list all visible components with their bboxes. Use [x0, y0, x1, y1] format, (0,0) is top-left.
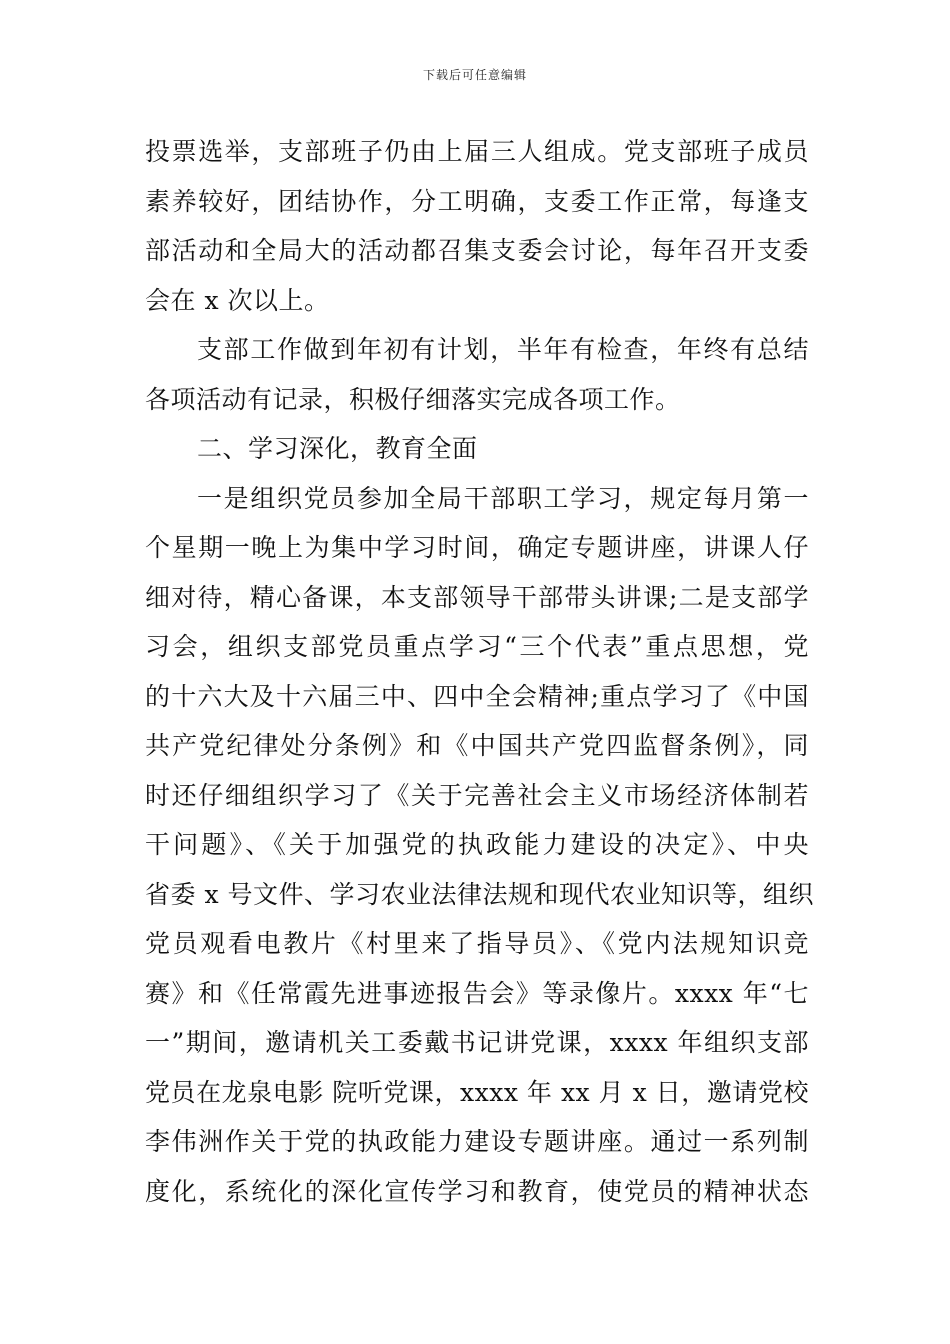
text-line: 党员观看电教片《村里来了指导员》、《党内法规知识竞: [145, 929, 809, 958]
text-line: 一是组织党员参加全局干部职工学习，规定每月第一: [197, 483, 809, 513]
text-line: 二、学习深化，教育全面: [197, 434, 478, 463]
text-line: 素养较好，团结协作，分工明确，支委工作正常，每逢支: [145, 186, 809, 216]
text-line: 时还仔细组织学习了《关于完善社会主义市场经济体制若: [145, 780, 809, 810]
text-line: 度化，系统化的深化宣传学习和教育，使党员的精神状态: [145, 1176, 809, 1206]
text-line: 部活动和全局大的活动都召集支委会讨论，每年召开支委: [145, 236, 809, 265]
text-line: 投票选举，支部班子仍由上届三人组成。党支部班子成员: [145, 137, 809, 166]
text-line: 细对待，精心备课，本支部领导干部带头讲课;二是支部学: [145, 582, 809, 612]
text-line: 一”期间，邀请机关工委戴书记讲党课，xxxx 年组织支部: [145, 1028, 809, 1057]
text-line: 党员在龙泉电影 院听党课，xxxx 年 xx 月 x 日，邀请党校: [145, 1077, 809, 1107]
text-line: 干问题》、《关于加强党的执政能力建设的决定》、中央: [145, 830, 809, 859]
text-line: 支部工作做到年初有计划，半年有检查，年终有总结: [197, 335, 809, 364]
text-line: 各项活动有记录，积极仔细落实完成各项工作。: [145, 384, 681, 414]
page-header: 下载后可任意编辑: [422, 68, 527, 82]
text-line: 共产党纪律处分条例》和《中国共产党四监督条例》，同: [145, 731, 809, 760]
text-line: 习会，组织支部党员重点学习“三个代表”重点思想，党: [145, 632, 809, 661]
text-line: 的十六大及十六届三中、四中全会精神;重点学习了《中国: [145, 681, 809, 711]
text-line: 李伟洲作关于党的执政能力建设专题讲座。通过一系列制: [145, 1127, 809, 1156]
text-line: 个星期一晚上为集中学习时间，确定专题讲座，讲课人仔: [145, 533, 809, 562]
text-line: 会在 x 次以上。: [145, 285, 330, 315]
text-line: 赛》和《任常霞先进事迹报告会》等录像片。xxxx 年“七: [145, 978, 809, 1008]
text-line: 省委 x 号文件、学习农业法律法规和现代农业知识等，组织: [145, 879, 814, 909]
document-body: [145, 127, 814, 1216]
